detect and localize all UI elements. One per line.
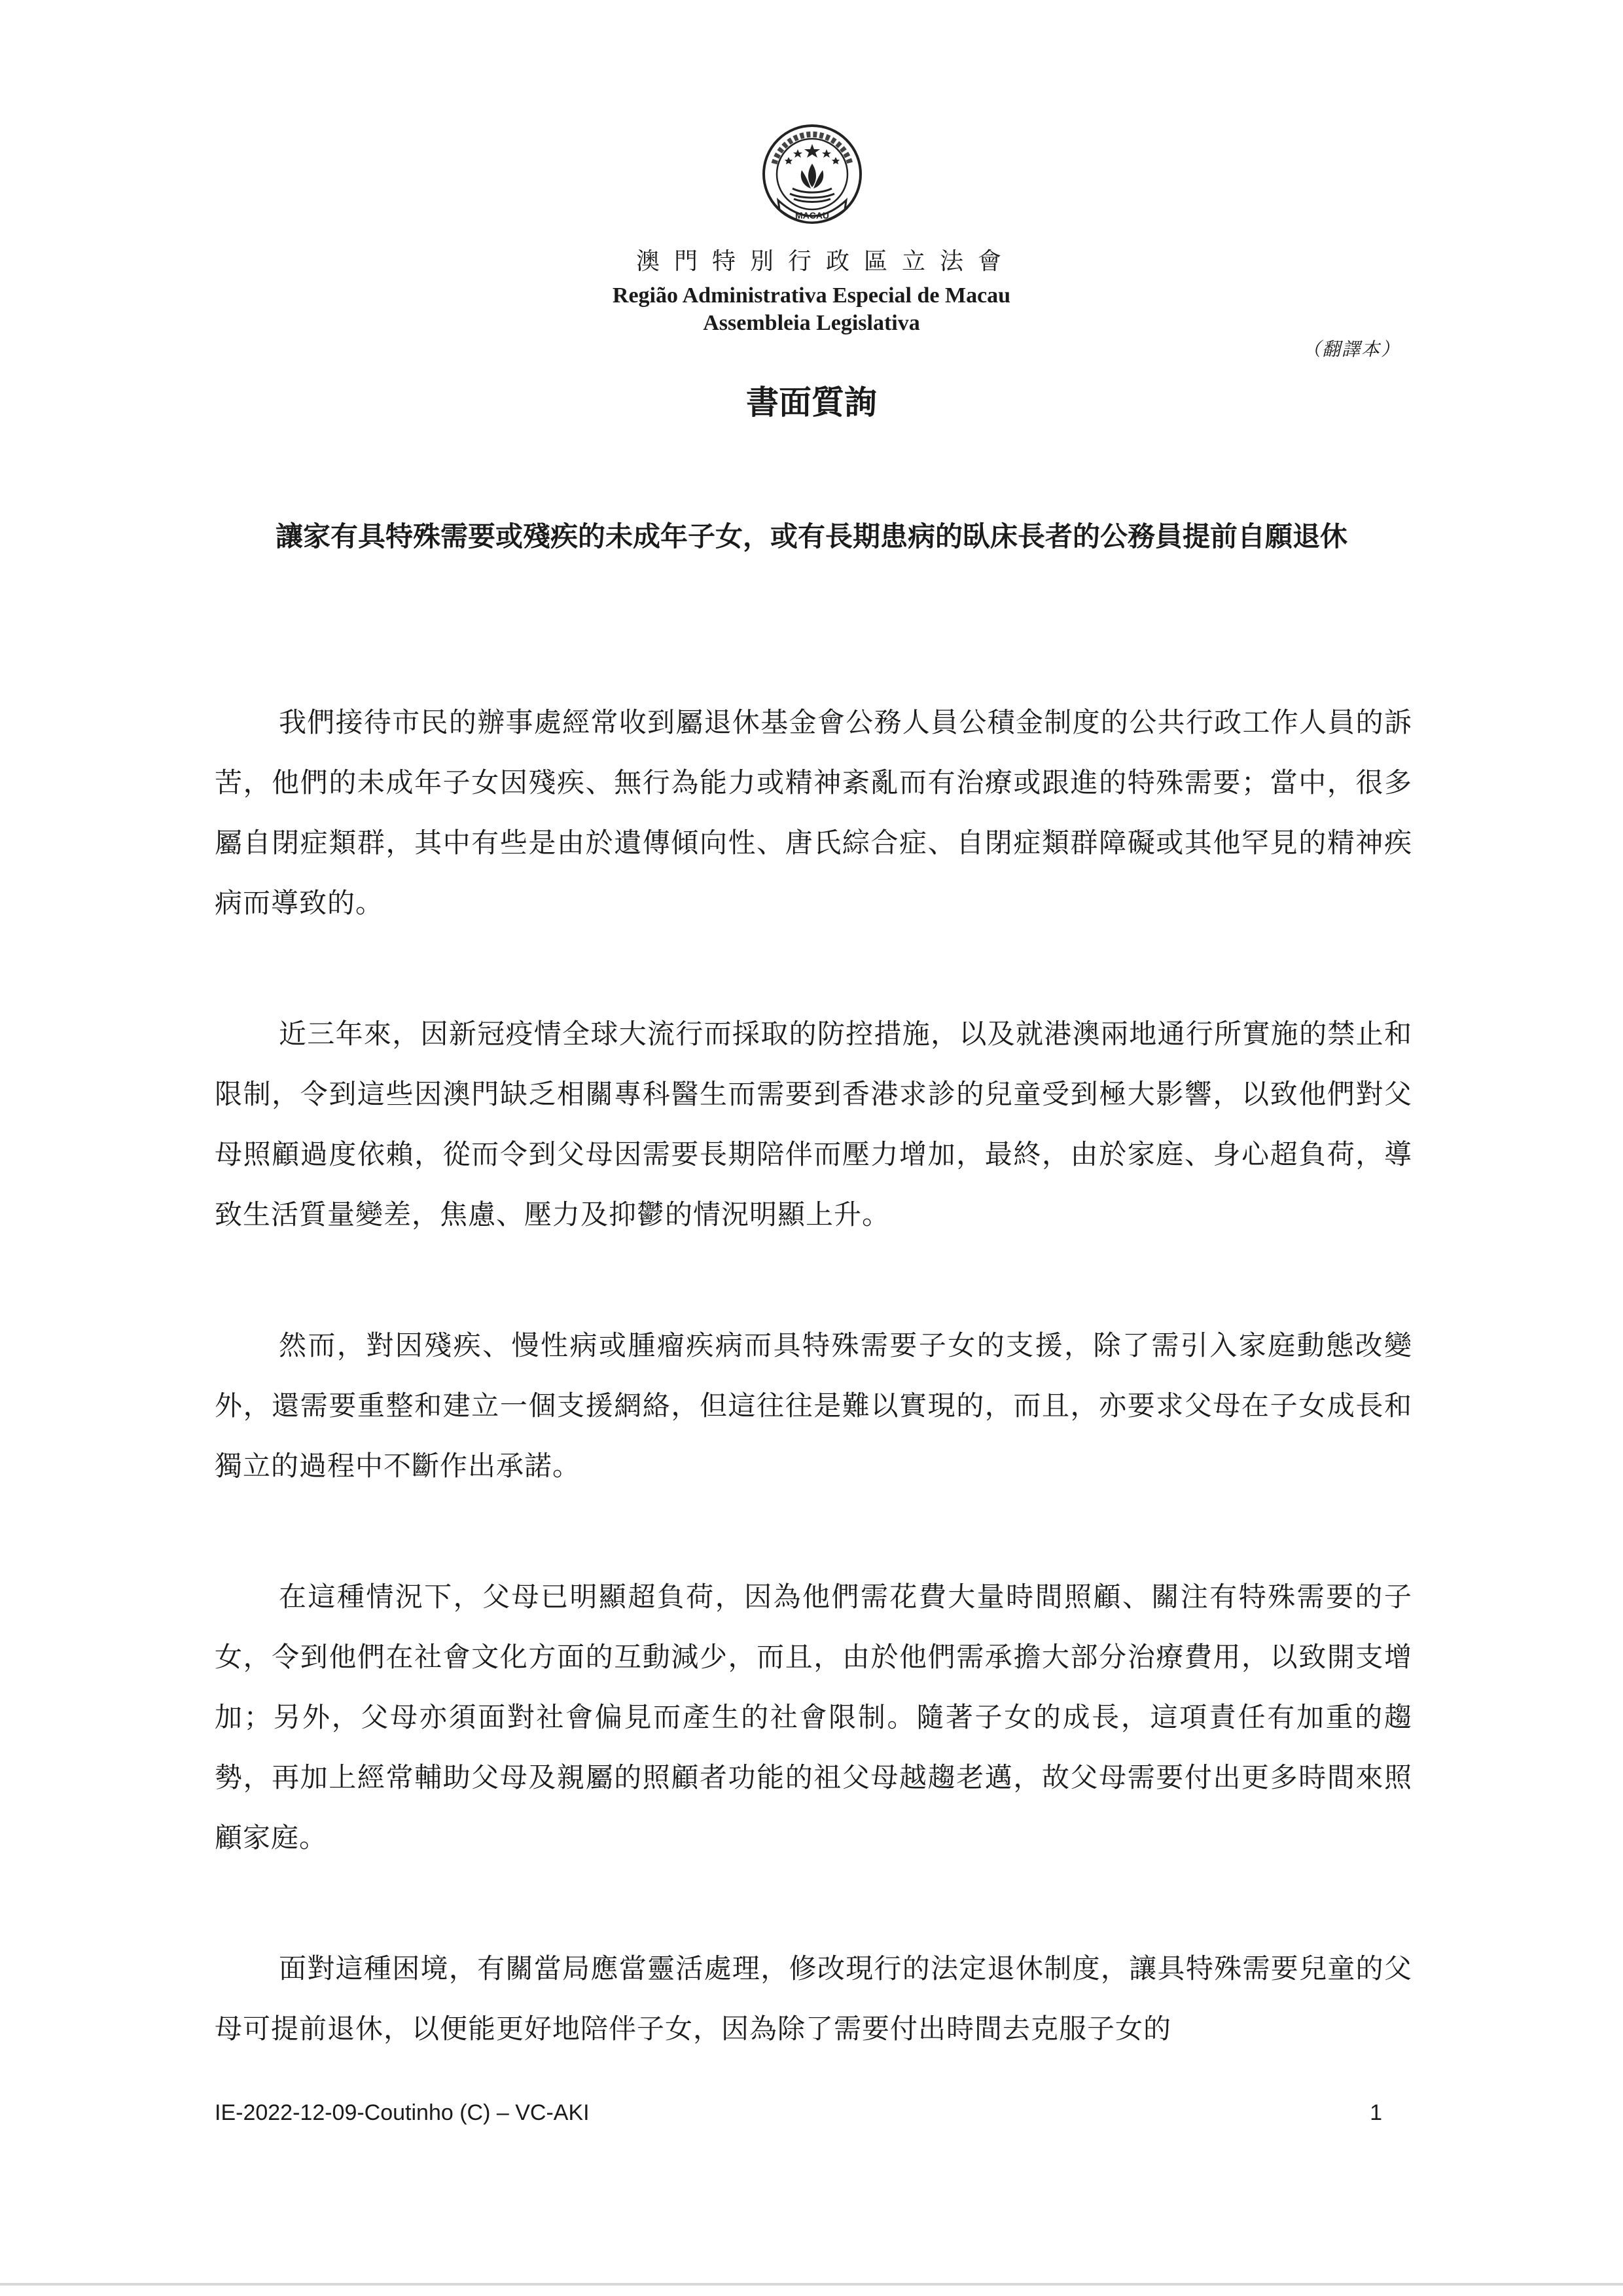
document-subject: 讓家有具特殊需要或殘疾的未成年子女，或有長期患病的臥床長者的公務員提前自願退休	[275, 520, 1347, 552]
svg-text:MACAU: MACAU	[794, 210, 830, 221]
body-paragraph: 近三年來，因新冠疫情全球大流行而採取的防控措施，以及就港澳兩地通行所實施的禁止和限制，令到這些因澳門缺乏相關專科醫生而需要到香港求診的兒童受到極大影響，以致他們對父母照顧過度依賴，從而令到父母因需要長期陪伴而壓力增加，最終，由於家庭、身心超負荷，導致生活質量變差，焦慮、壓力及抑鬱的情況明顯上升。	[215, 1018, 1412, 1230]
document-type-title: 書面質詢	[746, 384, 877, 422]
translation-note: （翻譯本）	[1302, 338, 1400, 360]
document-body	[215, 692, 1412, 2130]
body-paragraph: 面對這種困境，有關當局應當靈活處理，修改現行的法定退休制度，讓具特殊需要兒童的父母可提前退休，以便能更好地陪伴子女，因為除了需要付出時間去克服子女的	[215, 1952, 1412, 2045]
body-paragraph: 然而，對因殘疾、慢性病或腫瘤疾病而具特殊需要子女的支援，除了需引入家庭動態改變外，還需要重整和建立一個支援網絡，但這往往是難以實現的，而且，亦要求父母在子女成長和獨立的過程中不斷作出承諾。	[215, 1329, 1412, 1482]
institution-name-portuguese-line1: Região Administrativa Especial de Macau	[612, 283, 1011, 308]
macau-sar-emblem-icon	[761, 123, 863, 233]
scan-edge-divider	[0, 2283, 1623, 2286]
page-number: 1	[1370, 2100, 1382, 2125]
institution-name-chinese: 澳門特別行政區立法會	[635, 248, 1016, 275]
body-paragraph: 我們接待市民的辦事處經常收到屬退休基金會公務人員公積金制度的公共行政工作人員的訴苦，他們的未成年子女因殘疾、無行為能力或精神紊亂而有治療或跟進的特殊需要；當中，很多屬自閉症類群，其中有些是由於遺傳傾向性、唐氏綜合症、自閉症類群障礙或其他罕見的精神疾病而導致的。	[215, 706, 1412, 919]
footer-reference: IE-2022-12-09-Coutinho (C) – VC-AKI	[215, 2100, 590, 2125]
body-paragraph: 在這種情況下，父母已明顯超負荷，因為他們需花費大量時間照顧、關注有特殊需要的子女，令到他們在社會文化方面的互動減少，而且，由於他們需承擔大部分治療費用，以致開支增加；另外，父母亦須面對社會偏見而產生的社會限制。隨著子女的成長，這項責任有加重的趨勢，再加上經常輔助父母及親屬的照顧者功能的祖父母越趨老邁，故父母需要付出更多時間來照顧家庭。	[215, 1581, 1412, 1854]
institution-name-portuguese-line2: Assembleia Legislativa	[703, 311, 920, 335]
